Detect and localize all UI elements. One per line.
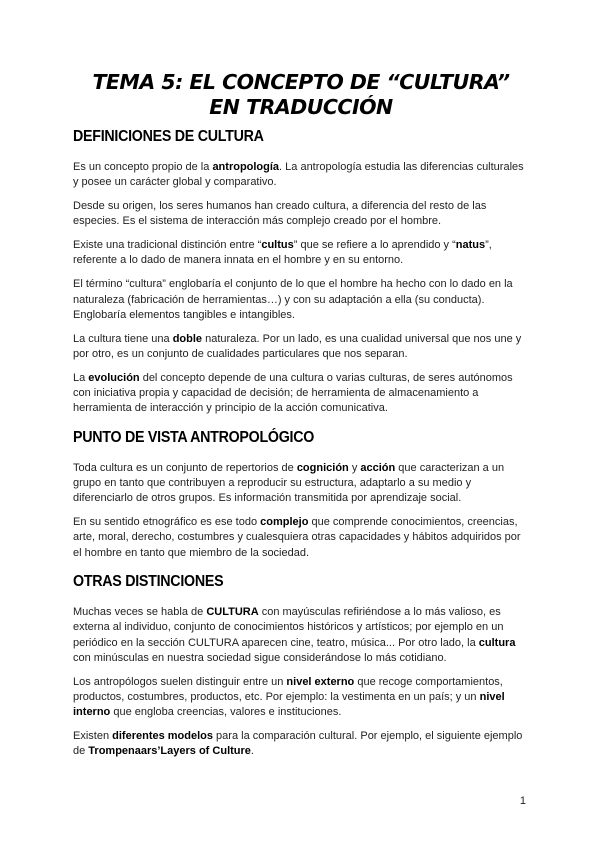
paragraph-text: . (250, 745, 254, 758)
paragraph-text: para la comparación cultural. Por ejemplo, el siguiente ejemplo de (73, 730, 523, 758)
paragraph-text: y (348, 461, 361, 474)
section-heading-definiciones: DEFINICIONES DE CULTURA (73, 128, 264, 145)
paragraph-text: Es un concepto propio de la (73, 161, 213, 173)
paragraph-text: con mayúsculas refiriéndose a lo más valioso, es externa al individuo, conjunto de conocimientos históricos y artísticos; por ejemplo en un periódico en la sección CULTURA aparecen cine, teatro, música... Por otro lado, la (73, 605, 504, 649)
paragraph-text: Existe una tradicional distinción entre “ (73, 239, 262, 252)
paragraph-text: Toda cultura es un conjunto de repertorios de (73, 461, 297, 474)
paragraph-modelos (73, 729, 529, 760)
section-heading-antropologico: PUNTO DE VISTA ANTROPOLÓGICO (73, 428, 315, 446)
paragraph-text: que engloba creencias, valores e instituciones. (110, 706, 342, 719)
paragraph-text: Existen (73, 730, 113, 743)
bold-term-natus: natus (455, 239, 486, 252)
document-page (73, 70, 529, 768)
bold-term-cultus: cultus (261, 239, 294, 252)
paragraph-text: con minúsculas en nuestra sociedad sigue considerándose lo más cotidiano. (73, 651, 447, 664)
paragraph-doble-naturaleza (73, 332, 529, 363)
document-title-line-1: TEMA 5: EL CONCEPTO DE “CULTURA” (92, 70, 510, 94)
section-heading-otras-distinciones: OTRAS DISTINCIONES (73, 572, 224, 590)
bold-term-cognicion: cognición (296, 461, 349, 474)
paragraph-text: . La antropología estudia las diferencias culturales y posee un carácter global y comparativo. (73, 161, 524, 189)
bold-term-nivel-interno: nivel interno (73, 690, 505, 719)
paragraph-text: Los antropólogos suelen distinguir entre un (73, 675, 287, 688)
page-number: 1 (519, 795, 526, 807)
paragraph-text: ”, referente a lo dado de manera innata en el hombre y en su entorno. (73, 239, 492, 267)
paragraph-niveles (73, 675, 529, 721)
paragraph-text: que recoge comportamientos, productos, costumbres, productos, etc. Por ejemplo: la vestimenta en un país; y un (73, 675, 503, 703)
paragraph-text: La (73, 371, 89, 384)
paragraph-etnografico (73, 515, 529, 561)
bold-term-doble: doble (172, 332, 203, 345)
paragraph-evolucion (73, 371, 529, 417)
paragraph-text: del concepto depende de una cultura o varias culturas, de seres autónomos con iniciativa propia y capacidad de decisión; de herramienta de almacenamiento a herramienta de interacción y principio de la acción comunicativa. (73, 371, 513, 415)
paragraph-cultura-mayusculas (73, 605, 529, 666)
paragraph-text: Muchas veces se habla de (73, 605, 207, 618)
paragraph-text: La cultura tiene una (73, 332, 173, 345)
document-title-line-2: EN TRADUCCIÓN (209, 95, 393, 119)
bold-term-trompenaars: Trompenaars’Layers of Culture (88, 745, 251, 758)
paragraph-text: naturaleza. Por un lado, es una cualidad universal que nos une y por otro, es un conjunto de cualidades particulares que nos separan. (73, 332, 522, 360)
bold-term-accion: acción (360, 461, 396, 474)
paragraph-text: que caracterizan a un grupo en tanto que contribuyen a reproducir su estructura, adaptarlo a su medio y diferenciarlo de otros grupos. Es información transmitida por aprendizaje social. (73, 461, 505, 505)
bold-term-nivel-externo: nivel externo (286, 675, 355, 688)
paragraph-antropologia (73, 160, 529, 191)
paragraph-text: ” que se refiere a lo aprendido y “ (293, 239, 456, 252)
bold-term-diferentes-modelos: diferentes modelos (112, 730, 213, 743)
paragraph-cultus-natus (73, 238, 529, 269)
paragraph-text: En su sentido etnográfico es ese todo (73, 516, 261, 529)
paragraph-cognicion-accion (73, 461, 529, 507)
document-title (73, 70, 529, 120)
paragraph-text: que comprende conocimientos, creencias, arte, moral, derecho, costumbres y cualesquiera otras capacidades y hábitos adquiridos por el hombre en tanto que miembro de la sociedad. (73, 516, 521, 559)
bold-term-antropologia: antropología (212, 161, 280, 173)
bold-term-complejo: complejo (260, 516, 309, 529)
bold-term-evolucion: evolución (88, 371, 140, 384)
bold-term-cultura-mayusculas: CULTURA (206, 605, 259, 618)
bold-term-cultura-minusculas: cultura (478, 636, 516, 649)
paragraph-origen: Desde su origen, los seres humanos han creado cultura, a diferencia del resto de las especies. Es el sistema de interacción más complejo creado por el hombre. (73, 200, 487, 228)
paragraph-termino-cultura: El término “cultura” englobaría el conjunto de lo que el hombre ha hecho con lo dado en la naturaleza (fabricación de herramientas…) y con su adaptación a ella (su conducta). Englobaría elementos tangibles e intangibles. (73, 278, 513, 321)
